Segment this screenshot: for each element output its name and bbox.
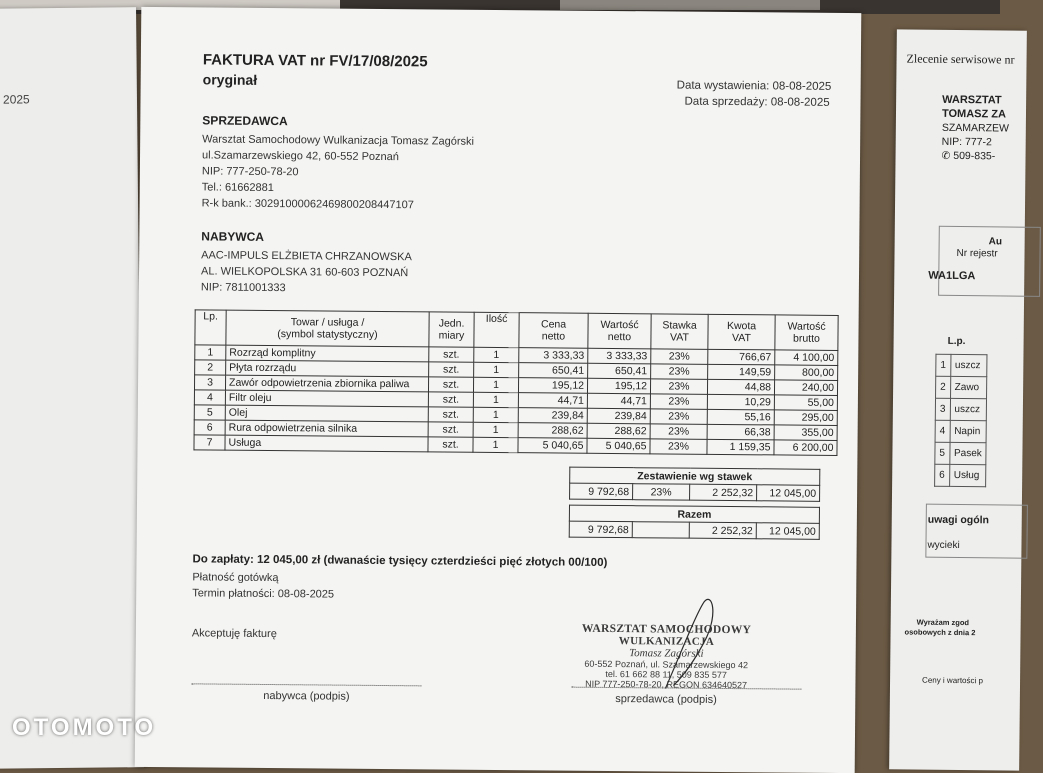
left-document-date: 2025 [2,92,30,107]
header-rate-line2: VAT [669,331,689,344]
row-rate: 23% [650,424,707,439]
row-rate: 23% [650,379,707,394]
right-row-t: uszcz [950,354,987,376]
service-order-title: Zlecenie serwisowe nr [906,51,1015,67]
row-price: 44,71 [518,393,587,409]
right-row-n: 4 [935,420,950,442]
stamp-line6: NIP 777-250-78-20, REGON 634640527 [585,678,748,691]
row-unit: szt. [428,377,473,392]
items-table-header [195,310,838,351]
row-vat: 44,88 [707,379,774,395]
row-unit: szt. [429,362,474,377]
stamp-line5: tel. 61 662 88 11, 509 835 577 [605,668,727,681]
vin-number: WA1LGA [928,269,976,283]
payment-method: Płatność gotówką [192,571,279,585]
row-net: 3 333,33 [588,348,651,364]
header-rate [651,314,708,349]
row-lp: 1 [195,345,226,360]
header-gross-line2: brutto [792,332,820,345]
seller-name: Warsztat Samochodowy Wulkanizacja Tomasz Zagórski [202,133,475,148]
row-price: 288,62 [518,423,587,439]
row-qty: 1 [474,347,519,362]
right-row-t: uszcz [950,398,987,420]
header-item [226,310,429,347]
right-phone [941,150,995,163]
row-gross: 55,00 [774,395,837,411]
seller-heading: SPRZEDAWCA [202,113,288,129]
total-gross: 12 045,00 [756,523,819,540]
row-lp: 3 [194,375,225,390]
right-lp-header: L.p. [947,335,966,348]
row-net: 195,12 [587,378,650,394]
row-net: 650,41 [588,363,651,379]
row-name: Usługa [225,435,428,452]
buyer-name: AAC-IMPULS ELŻBIETA CHRZANOWSKA [201,249,412,264]
right-phone-text: 509-835- [953,149,996,163]
header-unit [429,312,474,347]
header-item-line1: Towar / usługa / [290,316,365,329]
table-row [935,464,987,487]
header-vat [708,314,775,350]
header-net-line2: netto [607,330,632,344]
seller-bank: R-k bank.: 30291000062469800208447107 [201,197,414,212]
right-row-t: Usług [949,464,986,486]
table-row [935,420,987,443]
seller-nip: NIP: 777-250-78-20 [201,165,299,179]
right-items-table [934,354,988,488]
amount-to-pay: Do zapłaty: 12 045,00 zł (dwanaście tysięcy czterdzieści pięć złotych 00/100) [192,553,608,569]
right-nip: NIP: 777-2 [941,135,992,149]
notes-header: uwagi ogóln [927,513,990,527]
row-rate: 23% [650,409,707,424]
row-unit: szt. [428,422,473,437]
row-unit: szt. [429,347,474,362]
row-net: 5 040,65 [587,438,650,454]
row-qty: 1 [473,422,518,437]
header-net [588,313,651,349]
header-net-line1: Wartość [600,318,639,332]
row-price: 239,84 [518,408,587,424]
table-row [936,354,988,377]
row-gross: 295,00 [774,410,837,426]
row-gross: 6 200,00 [774,440,837,456]
buyer-nip: NIP: 7811001333 [200,281,286,295]
row-net: 239,84 [587,408,650,424]
row-vat: 1 159,35 [707,439,774,455]
row-rate: 23% [650,439,707,454]
header-qty: Ilość [474,312,519,347]
seller-address: ul.Szamarzewskiego 42, 60-552 Poznań [201,149,399,164]
stamp-line1: WARSZTAT SAMOCHODOWY [581,622,752,637]
header-gross-line1: Wartość [787,320,826,333]
car-label-2: Nr rejestr [956,247,998,260]
header-gross [775,315,838,351]
buyer-address: AL. WIELKOPOLSKA 31 60-603 POZNAŃ [200,265,409,280]
row-net: 44,71 [587,393,650,409]
row-gross: 800,00 [775,365,838,381]
right-row-n: 3 [935,398,950,420]
row-lp: 4 [194,390,225,405]
header-unit-line1: Jedn. [438,317,465,330]
seller-phone: Tel.: 61662881 [201,181,274,195]
right-document [889,29,1027,770]
right-row-n: 6 [935,464,950,486]
row-price: 5 040,65 [518,438,587,454]
row-rate: 23% [651,364,708,379]
row-vat: 149,59 [708,364,775,380]
issue-date: Data wystawienia: 08-08-2025 [676,79,832,93]
row-gross: 4 100,00 [775,350,838,366]
table-row [935,442,987,465]
row-vat: 66,38 [707,424,774,440]
row-price: 650,41 [519,363,588,379]
header-item-line2: (symbol statystyczny) [277,328,378,341]
header-price-line2: netto [541,330,566,343]
accept-invoice: Akceptuję fakturę [191,627,277,641]
row-lp: 2 [195,360,226,375]
table-row [935,398,987,421]
row-unit: szt. [428,437,473,452]
row-gross: 240,00 [774,380,837,396]
consent-line1: Wyrażam zgod [916,617,970,628]
row-rate: 23% [651,349,708,364]
header-vat-line2: VAT [731,332,751,345]
phone-icon: ✆ [941,149,954,162]
total-vat: 2 252,32 [689,522,756,539]
row-qty: 1 [473,377,518,392]
car-label-1: Au [988,236,1003,248]
row-qty: 1 [473,437,518,452]
buyer-heading: NABYWCA [201,229,265,244]
summary-gross: 12 045,00 [757,485,820,502]
row-vat: 55,16 [707,409,774,425]
summary-by-rate-label: Zestawienie wg stawek [570,467,820,485]
right-company-line1: WARSZTAT [942,93,1002,107]
row-qty: 1 [473,407,518,422]
row-vat: 766,67 [708,349,775,365]
row-name: Filtr oleju [225,390,428,407]
row-lp: 7 [194,435,225,450]
buyer-signature-line [191,683,421,686]
header-price [519,313,588,349]
items-table [193,309,838,456]
invoice-title: FAKTURA VAT nr FV/17/08/2025 [202,51,428,71]
total-label: Razem [569,505,819,523]
header-lp: Lp. [195,310,226,345]
row-name: Zawór odpowietrzenia zbiornika paliwa [225,375,428,392]
right-row-t: Napin [950,420,987,442]
row-vat: 10,29 [707,394,774,410]
right-row-n: 1 [936,354,951,376]
right-street: SZAMARZEW [941,121,1010,135]
seller-signature-label: sprzedawca (podpis) [615,693,717,706]
summary-net: 9 792,68 [570,483,633,500]
invoice-document [135,7,862,773]
right-row-t: Pasek [949,442,986,464]
right-company-line2: TOMASZ ZA [941,107,1007,121]
row-lp: 5 [194,405,225,420]
notes-text: wycieki [927,539,960,552]
payment-due: Termin płatności: 08-08-2025 [192,587,335,601]
summary-by-rate-table [569,467,820,502]
total-net: 9 792,68 [569,521,632,538]
buyer-signature-label: nabywca (podpis) [263,689,350,703]
stamp-line3: Tomasz Zagórski [629,647,704,660]
row-lp: 6 [194,420,225,435]
summary-rate: 23% [633,484,690,500]
header-unit-line2: miary [438,329,465,342]
total-rate [632,522,689,538]
table-row [936,376,988,399]
right-row-n: 5 [935,442,950,464]
row-qty: 1 [473,392,518,407]
right-row-t: Zawo [950,376,987,398]
row-price: 3 333,33 [519,348,588,364]
prices-note: Ceny i wartości p [922,675,984,686]
summary-vat: 2 252,32 [690,484,757,501]
header-rate-line1: Stawka [662,319,697,332]
row-net: 288,62 [587,423,650,439]
total-table [569,505,820,540]
row-rate: 23% [650,394,707,409]
row-gross: 355,00 [774,425,837,441]
row-unit: szt. [428,407,473,422]
paper-edge [560,0,820,10]
row-name: Rozrząd komplitny [226,345,429,362]
row-price: 195,12 [518,378,587,394]
stamp-line4: 60-552 Poznań, ul. Szamarzewskiego 42 [584,658,749,671]
row-name: Olej [225,405,428,422]
left-document [0,7,144,769]
stamp-line2: WULKANIZACJA [618,635,715,648]
invoice-copy-label: oryginał [202,71,258,88]
row-qty: 1 [474,362,519,377]
consent-line2: osobowych z dnia 2 [904,627,976,638]
row-name: Rura odpowietrzenia silnika [225,420,428,437]
sale-date: Data sprzedaży: 08-08-2025 [684,95,830,109]
right-row-n: 2 [936,376,951,398]
otomoto-watermark: OTOMOTO [12,714,157,741]
row-unit: szt. [428,392,473,407]
header-vat-line1: Kwota [726,319,757,333]
header-price-line1: Cena [540,318,567,331]
signature-mark [655,593,726,694]
row-name: Płyta rozrządu [226,360,429,377]
